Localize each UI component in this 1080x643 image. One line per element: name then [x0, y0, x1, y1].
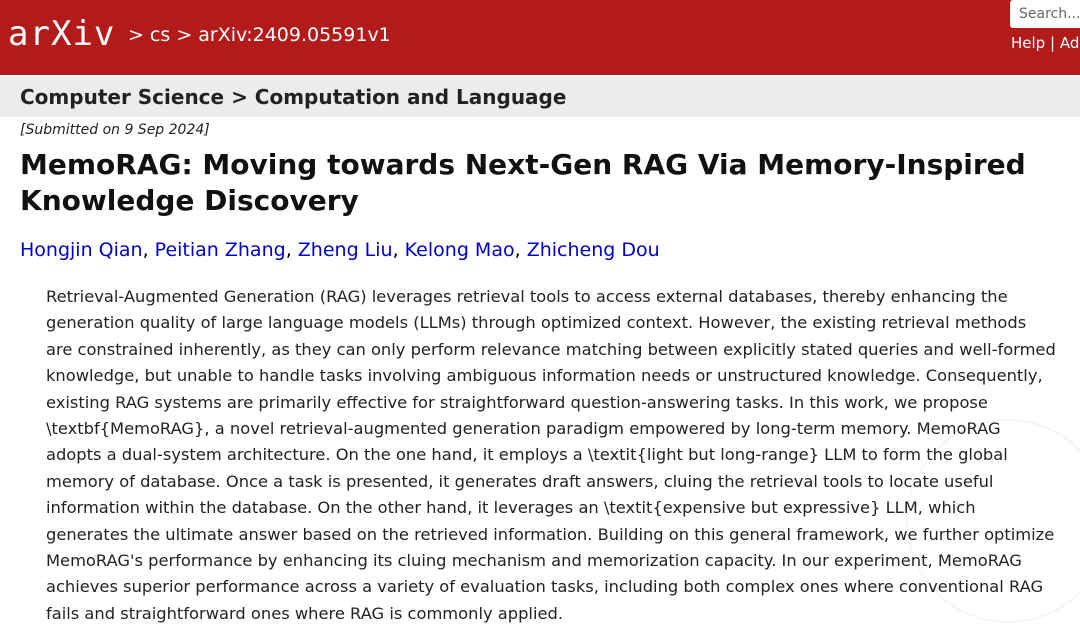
paper-title: MemoRAG: Moving towards Next-Gen RAG Via Memory-Inspired Knowledge Discovery	[20, 148, 1026, 217]
author-separator: ,	[285, 239, 298, 261]
arxiv-logo[interactable]	[8, 14, 115, 54]
abstract-text: Retrieval-Augmented Generation (RAG) leverages retrieval tools to access external databases, thereby enhancing the generation quality of large language models (LLMs) through optimized context. However, the existing retrieval methods are constrained inherently, as they can only perform relevance matching between explicitly stated queries and well-formed knowledge, but unable to handle tasks involving ambiguous information needs or unstructured knowledge. Consequently, existing RAG systems are primarily effective for straightforward question-answering tasks. In this work, we propose \textbf{MemoRAG}, a novel retrieval-augmented generation paradigm empowered by long-term memory. MemoRAG adopts a dual-system architecture. On the one hand, it employs a \textit{light but long-range} LLM to form the global memory of database. Once a task is presented, it generates draft answers, cluing the retrieval tools to locate useful information within the database. On the other hand, it leverages an \textit{expensive but expressive} LLM, which generates the ultimate answer based on the retrieved information. Building on this general framework, we further optimize MemoRAG's performance by enhancing its cluing mechanism and memorization capacity. In our experiment, MemoRAG achieves superior performance across a variety of evaluation tasks, including both complex ones where conventional RAG fails and straightforward ones where RAG is commonly applied.	[46, 287, 1056, 623]
logo-text-end: iv	[72, 14, 116, 54]
breadcrumb-separator: >	[128, 24, 144, 46]
breadcrumb	[128, 22, 391, 48]
author-link[interactable]: Peitian Zhang	[154, 239, 286, 261]
subject-path: Computer Science > Computation and Language	[20, 85, 567, 109]
breadcrumb-link-paper-id[interactable]: arXiv:2409.05591v1	[198, 24, 391, 46]
subject-header	[0, 77, 1080, 117]
author-separator: ,	[142, 239, 155, 261]
breadcrumb-separator: >	[176, 24, 193, 46]
author-list	[20, 236, 1060, 264]
logo-x-icon: X	[50, 14, 73, 54]
author-separator: ,	[392, 239, 405, 261]
author-link[interactable]: Zheng Liu	[297, 239, 393, 261]
advanced-search-link[interactable]: Ad	[1059, 34, 1080, 52]
top-links	[1011, 34, 1079, 52]
author-link[interactable]: Kelong Mao	[404, 239, 515, 261]
author-link[interactable]: Hongjin Qian	[20, 239, 143, 261]
top-links-divider: |	[1049, 34, 1056, 52]
search-input[interactable]: Search...	[1010, 0, 1080, 28]
author-separator: ,	[514, 239, 527, 261]
breadcrumb-link-cs[interactable]: cs	[149, 24, 171, 46]
help-link[interactable]: Help	[1011, 34, 1046, 52]
submission-date: [Submitted on 9 Sep 2024]	[20, 122, 210, 138]
logo-text-start: ar	[8, 14, 51, 54]
site-header	[0, 0, 1080, 75]
author-link[interactable]: Zhicheng Dou	[526, 239, 660, 261]
